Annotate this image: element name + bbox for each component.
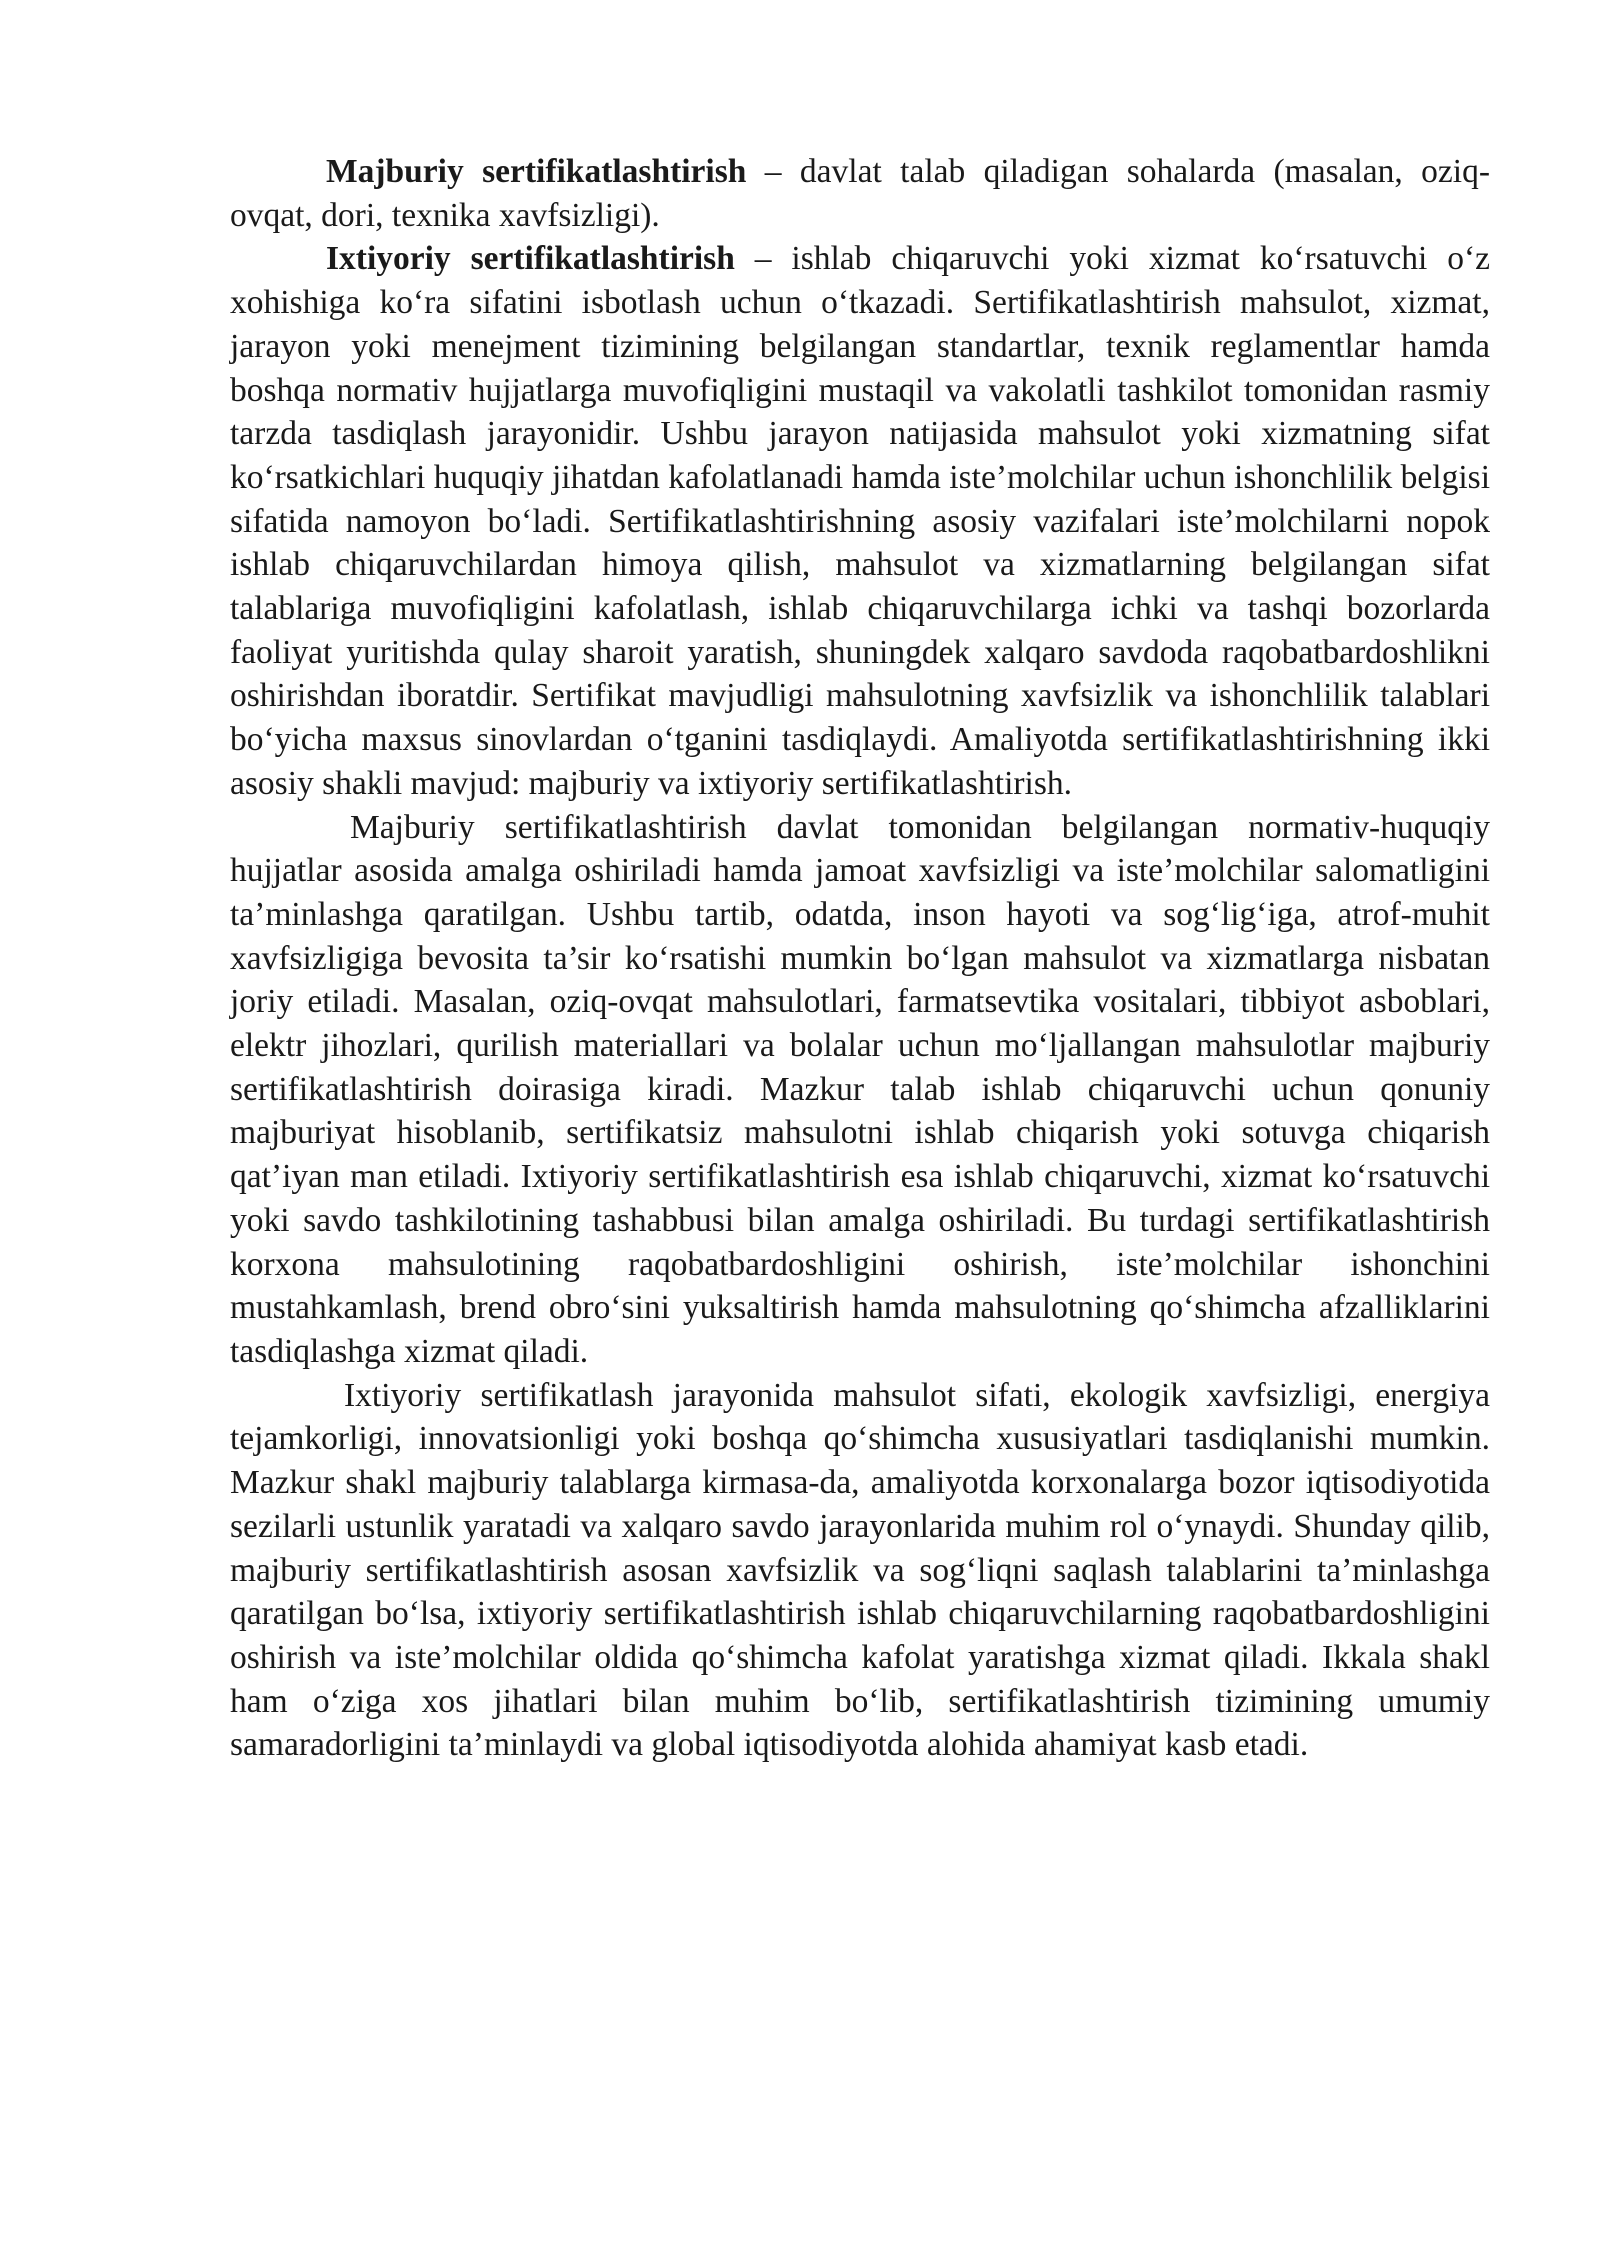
- paragraph-text: Ixtiyoriy sertifikatlash jarayonida mahsulot sifati, ekologik xavfsizligi, energiya tejamkorligi, innovatsionligi yoki boshqa qo‘shimcha xususiyatlari tasdiqlanishi mumkin. Mazkur shakl majburiy talablarga kirmasa-da, amaliyotda korxonalarga bozor iqtisodiyotida sezilarli ustunlik yaratadi va xalqaro savdo jarayonlarida muhim rol o‘ynaydi. Shunday qilib, majburiy sertifikatlashtirish asosan xavfsizlik va sog‘liqni saqlash talablarini ta’minlashga qaratilgan bo‘lsa, ixtiyoriy sertifikatlashtirish ishlab chiqaruvchilarning raqobatbardoshligini oshirish va iste’molchilar oldida qo‘shimcha kafolat yaratishga xizmat qiladi. Ikkala shakl ham o‘ziga xos jihatlari bilan muhim bo‘lib, sertifikatlashtirish tizimining umumiy samaradorligini ta’minlaydi va global iqtisodiyotda alohida ahamiyat kasb etadi.: [230, 1376, 1490, 1764]
- term-voluntary-certification: Ixtiyoriy sertifikatlashtirish: [326, 240, 735, 278]
- paragraph-voluntary-details: [230, 1374, 1490, 1767]
- term-mandatory-certification: Majburiy sertifikatlashtirish: [326, 153, 747, 190]
- paragraph-voluntary-definition: [230, 237, 1490, 805]
- paragraph-text: Majburiy sertifikatlashtirish davlat tomonidan belgilangan normativ-huquqiy hujjatlar asosida amalga oshiriladi hamda jamoat xavfsizligi va iste’molchilar salomatligini ta’minlashga qaratilgan. Ushbu tartib, odatda, inson hayoti va sog‘lig‘iga, atrof-muhit xavfsizligiga bevosita ta’sir ko‘rsatishi mumkin bo‘lgan mahsulot va xizmatlarga nisbatan joriy etiladi. Masalan, oziq-ovqat mahsulotlari, farmatsevtika vositalari, tibbiyot asboblari, elektr jihozlari, qurilish materiallari va bolalar uchun mo‘ljallangan mahsulotlar majburiy sertifikatlashtirish doirasiga kiradi. Mazkur talab ishlab chiqaruvchi uchun qonuniy majburiyat hisoblanib, sertifikatsiz mahsulotni ishlab chiqarish yoki sotuvga chiqarish qat’iyan man etiladi. Ixtiyoriy sertifikatlashtirish esa ishlab chiqaruvchi, xizmat ko‘rsatuvchi yoki savdo tashkilotining tashabbusi bilan amalga oshiriladi. Bu turdagi sertifikatlashtirish korxona mahsulotining raqobatbardoshligini oshirish, iste’molchilar ishonchini mustahkamlash, brend obro‘sini yuksaltirish hamda mahsulotning qo‘shimcha afzalliklarini tasdiqlashga xizmat qiladi.: [230, 808, 1490, 1370]
- paragraph-text: – davlat talab qiladigan sohalarda (masalan, oziq-ovqat, dori, texnika xavfsizligi).: [230, 153, 1491, 234]
- document-body: [230, 150, 1490, 1767]
- paragraph-mandatory-details: [230, 806, 1490, 1374]
- paragraph-mandatory-definition: [230, 150, 1490, 237]
- paragraph-text: – ishlab chiqaruvchi yoki xizmat ko‘rsatuvchi o‘z xohishiga ko‘ra sifatini isbotlash uchun o‘tkazadi. Sertifikatlashtirish mahsulot, xizmat, jarayon yoki menejment tizimining belgilangan standartlar, texnik reglamentlar hamda boshqa normativ hujjatlarga muvofiqligini mustaqil va vakolatli tashkilot tomonidan rasmiy tarzda tasdiqlash jarayonidir. Ushbu jarayon natijasida mahsulot yoki xizmatning sifat ko‘rsatkichlari huquqiy jihatdan kafolatlanadi hamda iste’molchilar uchun ishonchlilik belgisi sifatida namoyon bo‘ladi. Sertifikatlashtirishning asosiy vazifalari iste’molchilarni nopok ishlab chiqaruvchilardan himoya qilish, mahsulot va xizmatlarning belgilangan sifat talablariga muvofiqligini kafolatlash, ishlab chiqaruvchilarga ichki va tashqi bozorlarda faoliyat yuritishda qulay sharoit yaratish, shuningdek xalqaro savdoda raqobatbardoshlikni oshirishdan iboratdir. Sertifikat mavjudligi mahsulotning xavfsizlik va ishonchlilik talablari bo‘yicha maxsus sinovlardan o‘tganini tasdiqlaydi. Amaliyotda sertifikatlashtirishning ikki asosiy shakli mavjud: majburiy va ixtiyoriy sertifikatlashtirish.: [230, 240, 1491, 802]
